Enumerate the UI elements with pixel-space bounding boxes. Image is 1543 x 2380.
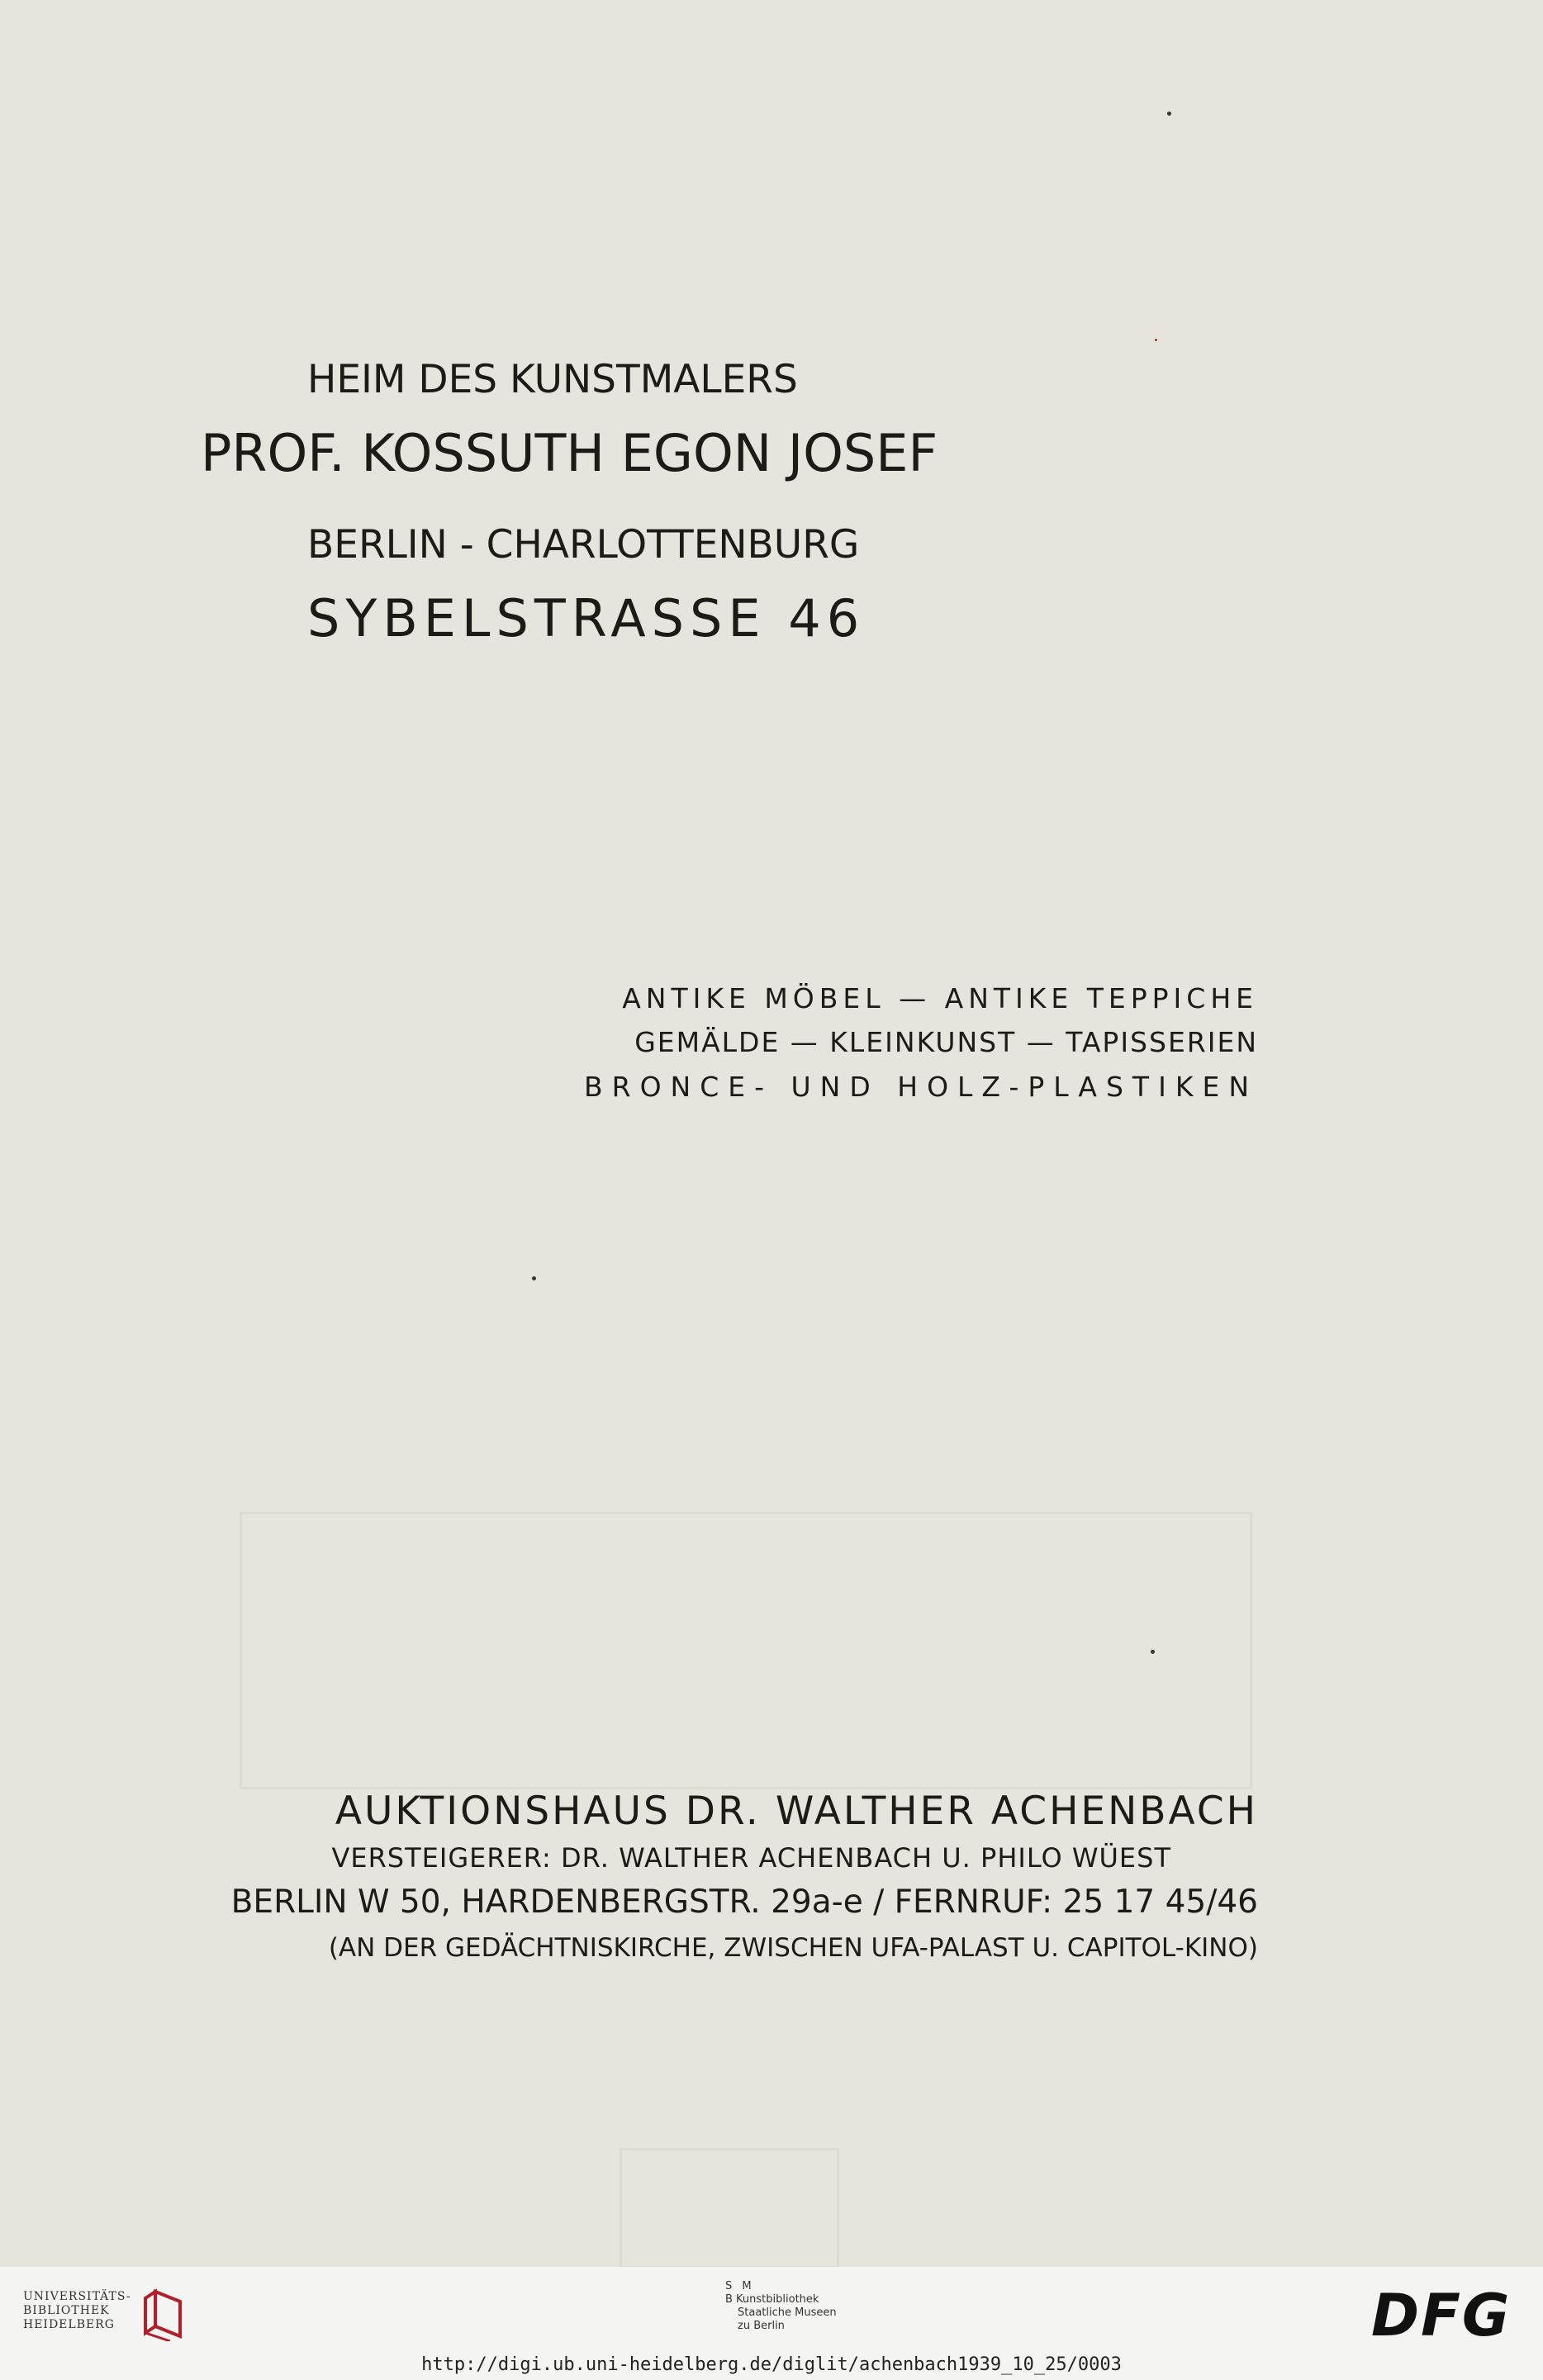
logo-text-line: HEIDELBERG xyxy=(23,2318,115,2331)
auction-house-location-note: (AN DER GEDÄCHTNISKIRCHE, ZWISCHEN UFA-PALAST U. CAPITOL-KINO) xyxy=(328,1933,1258,1963)
contents-line-furniture-carpets: ANTIKE MÖBEL — ANTIKE TEPPICHE xyxy=(622,982,1258,1014)
dust-speck xyxy=(532,1276,536,1280)
dfg-logo[interactable]: DFG xyxy=(1371,2282,1512,2349)
heading-street-address: SYBELSTRASSE 46 xyxy=(307,588,866,648)
logo-text-line: BIBLIOTHEK xyxy=(23,2304,110,2317)
logo-text-line: UNIVERSITÄTS- xyxy=(23,2290,131,2303)
heidelberg-book-icon xyxy=(139,2287,188,2341)
dust-speck xyxy=(1155,339,1157,341)
contents-line-sculptures: BRONCE- UND HOLZ-PLASTIKEN xyxy=(584,1071,1258,1103)
auction-house-name: AUKTIONSHAUS DR. WALTHER ACHENBACH xyxy=(335,1789,1258,1834)
kunstbibliothek-logo[interactable] xyxy=(725,2280,837,2333)
auction-house-address: BERLIN W 50, HARDENBERGSTR. 29a-e / FERNRUF: 25 17 45/46 xyxy=(230,1884,1258,1921)
page-url[interactable]: http://digi.ub.uni-heidelberg.de/diglit/achenbach1939_10_25/0003 xyxy=(421,2354,1122,2375)
logo-text-line: Staatliche Museen xyxy=(738,2306,837,2319)
heading-home-of-painter: HEIM DES KUNSTMALERS xyxy=(307,357,798,402)
heidelberg-library-logo[interactable] xyxy=(23,2290,131,2332)
dust-speck xyxy=(1167,112,1171,116)
show-through-artifact xyxy=(223,487,239,525)
auction-house-auctioneers: VERSTEIGERER: DR. WALTHER ACHENBACH U. PHILO WÜEST xyxy=(331,1842,1171,1874)
show-through-stamp xyxy=(620,2148,839,2268)
contents-line-paintings-tapestries: GEMÄLDE — KLEINKUNST — TAPISSERIEN xyxy=(634,1026,1258,1058)
logo-text-line: B Kunstbibliothek xyxy=(725,2293,819,2306)
logo-monogram: S M xyxy=(725,2280,755,2292)
logo-text-line: zu Berlin xyxy=(738,2320,785,2332)
show-through-frame xyxy=(240,1512,1252,1789)
dust-speck xyxy=(1151,1650,1155,1654)
heading-district: BERLIN - CHARLOTTENBURG xyxy=(307,522,860,568)
heading-owner-name: PROF. KOSSUTH EGON JOSEF xyxy=(201,423,938,483)
